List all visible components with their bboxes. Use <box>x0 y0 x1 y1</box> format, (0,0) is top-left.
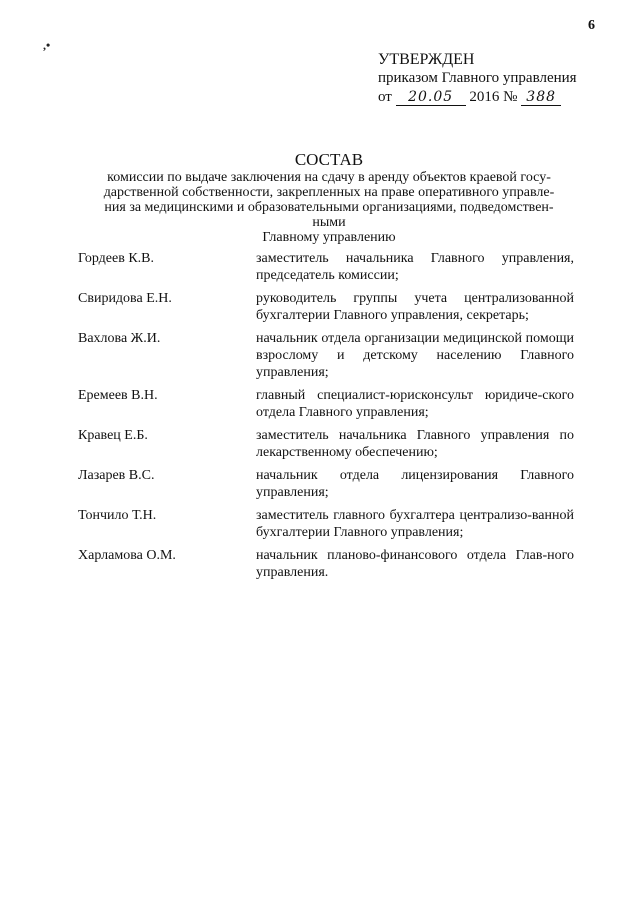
member-role: заместитель главного бухгалтера централизо-ванной бухгалтерии Главного управления; <box>256 508 574 540</box>
stray-ink-mark: ,• <box>43 38 51 52</box>
member-row <box>78 507 574 541</box>
member-row <box>78 330 574 381</box>
document-title: СОСТАВ <box>294 150 364 169</box>
member-row <box>78 290 574 324</box>
member-name: Гордеев К.В. <box>78 251 155 266</box>
approval-year: 2016 № <box>469 89 518 105</box>
member-role: начальник отдела организации медицинской помощи взрослому и детскому населению Главного управления; <box>256 331 574 380</box>
member-name: Свиридова Е.Н. <box>78 291 172 306</box>
member-role: заместитель начальника Главного управления, председатель комиссии; <box>256 251 574 283</box>
member-role: начальник отдела лицензирования Главного управления; <box>256 468 574 500</box>
title-line-2: дарственной собственности, закрепленных на праве оперативного управле- <box>103 185 555 200</box>
member-role: главный специалист-юрисконсульт юридиче-ского отдела Главного управления; <box>256 388 574 420</box>
member-row <box>78 547 574 581</box>
title-line-4: ными <box>312 215 346 230</box>
member-row <box>78 250 574 284</box>
member-name: Харламова О.М. <box>78 548 176 563</box>
member-row <box>78 467 574 501</box>
member-name: Еремеев В.Н. <box>78 388 158 403</box>
member-row <box>78 387 574 421</box>
member-name: Вахлова Ж.И. <box>78 331 161 346</box>
title-line-5: Главному управлению <box>262 230 396 245</box>
member-role: руководитель группы учета централизованной бухгалтерии Главного управления, секретарь; <box>256 291 574 323</box>
member-name: Лазарев В.С. <box>78 468 155 483</box>
approval-from-prefix: от <box>378 89 392 105</box>
approval-order-line: приказом Главного управления <box>378 70 577 86</box>
approval-stamp <box>378 50 577 107</box>
member-name: Кравец Е.Б. <box>78 428 148 443</box>
handwritten-date: 20.05 <box>396 90 466 106</box>
member-row <box>78 427 574 461</box>
member-name: Тончило Т.Н. <box>78 508 157 523</box>
commission-members-list <box>78 250 574 587</box>
title-line-1: комиссии по выдаче заключения на сдачу в аренду объектов краевой госу- <box>107 170 551 185</box>
page-number: 6 <box>588 18 595 33</box>
approval-heading: УТВЕРЖДЕН <box>378 51 475 68</box>
member-role: начальник планово-финансового отдела Глав-ного управления. <box>256 548 574 580</box>
approval-date-line <box>378 88 577 107</box>
title-line-3: ния за медицинскими и образовательными организациями, подведомствен- <box>104 200 554 215</box>
handwritten-order-number: 388 <box>521 90 561 106</box>
document-title-block <box>80 150 578 245</box>
member-role: заместитель начальника Главного управления по лекарственному обеспечению; <box>256 428 574 460</box>
